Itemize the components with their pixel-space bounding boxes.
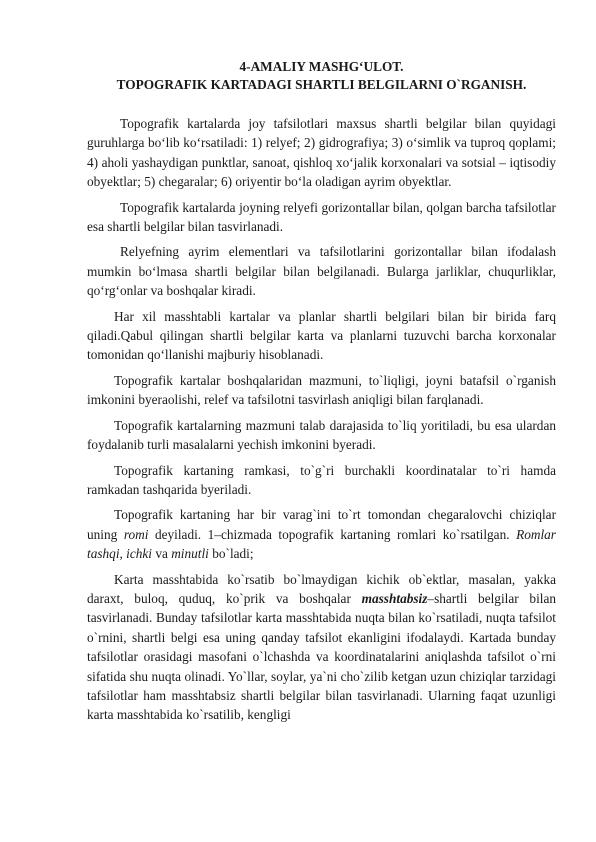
page-title [87, 58, 556, 94]
paragraph: Topografik kartalarning mazmuni talab darajasida to`liq yoritiladi, bu esa ulardan foydalanib turli masalalarni yechish imkonini byeradi. [87, 417, 556, 453]
text-run: va [152, 546, 172, 562]
paragraph: Har xil masshtabli kartalar va planlar shartli belgilari bilan bir birida farq qiladi.Qabul qilingan shartli belgilar karta va planlarni tuzuvchi barcha korxonalar tomonidan qo‘llanishi majburiy hisoblanadi. [87, 308, 556, 363]
document-page [87, 58, 556, 731]
term-minutli: minutli [171, 546, 209, 562]
title-line-2: TOPOGRAFIK KARTADAGI SHARTLI BELGILARNI O`RGANISH. [116, 77, 527, 92]
term-masshtabsiz: masshtabsiz [361, 590, 428, 606]
paragraph-scaleless [87, 570, 556, 725]
paragraph: Topografik kartalar boshqalaridan mazmuni, to`liqligi, joyni batafsil o`rganish imkonini byeraolishi, relef va tafsilotni tasvirlash aniqligi bilan farqlanadi. [87, 372, 556, 408]
paragraph: Topografik kartaning ramkasi, to`g`ri burchakli koordinatalar to`ri hamda ramkadan tashqarida byeriladi. [87, 462, 556, 497]
document-body [87, 114, 556, 725]
term-romlar: Romlar tashqi, ichki [87, 526, 556, 562]
text-run: Karta masshtabida ko`rsatib bo`lmaydigan kichik ob`ektlar, masalan, yakka daraxt, buloq, quduq, ko`prik va boshqalar [87, 571, 556, 606]
paragraph: Topografik kartalarda joyning relyefi gorizontallar bilan, qolgan barcha tafsilotlar esa shartli belgilar bilan tasvirlanadi. [87, 199, 556, 235]
paragraph-frames [87, 505, 556, 563]
term-romi: romi [123, 526, 149, 542]
text-run: deyiladi. 1–chizmada topografik kartaning romlari ko`rsatilgan. [148, 526, 517, 542]
text-run: bo`ladi; [208, 546, 254, 562]
paragraph: Topografik kartalarda joy tafsilotlari maxsus shartli belgilar bilan quyidagi guruhlarga bo‘lib ko‘rsatiladi: 1) relyef; 2) gidrografiya; 3) o‘simlik va tuproq qoplami; 4) aholi yashaydigan punktlar, sanoat, qishloq xo‘jalik korxonalari va sotsial – iqtisodiy obyektlar; 5) chegaralar; 6) oriyentir bo‘la oladigan ayrim obyektlar. [87, 116, 556, 190]
title-line-1: 4-AMALIY MASHG‘ULOT. [239, 59, 404, 74]
paragraph: Relyefning ayrim elementlari va tafsilotlarini gorizontallar bilan ifodalash mumkin bo‘lmasa shartli belgilar bilan belgilanadi. Bularga jarliklar, chuqurliklar, qo‘rg‘onlar va boshqalar kiradi. [87, 244, 556, 299]
text-run: –shartli belgilar bilan tasvirlanadi. Bunday tafsilotlar karta masshtabida nuqta bilan ko`rsatiladi, nuqta tafsilot o`rnini, shartli belgi esa uning qanday tafsilot ekanligini ifodalaydi. Kartada bunday tafsilotlar orasidagi masofani o`lchashda va koordinatalarini aniqlashda tafsilot o`rni sifatida shu nuqta olinadi. Yo`llar, soylar, ya`ni cho`zilib ketgan uzun chiziqlar tarzidagi tafsilotlar ham masshtabsiz shartli belgilar bilan tasvirlanadi. Ularning faqat uzunligi karta masshtabida ko`rsatilib, kengligi [87, 590, 557, 723]
text-run: Topografik kartaning har bir varag`ini to`rt tomondan chegaralovchi chiziqlar uning [87, 507, 556, 542]
